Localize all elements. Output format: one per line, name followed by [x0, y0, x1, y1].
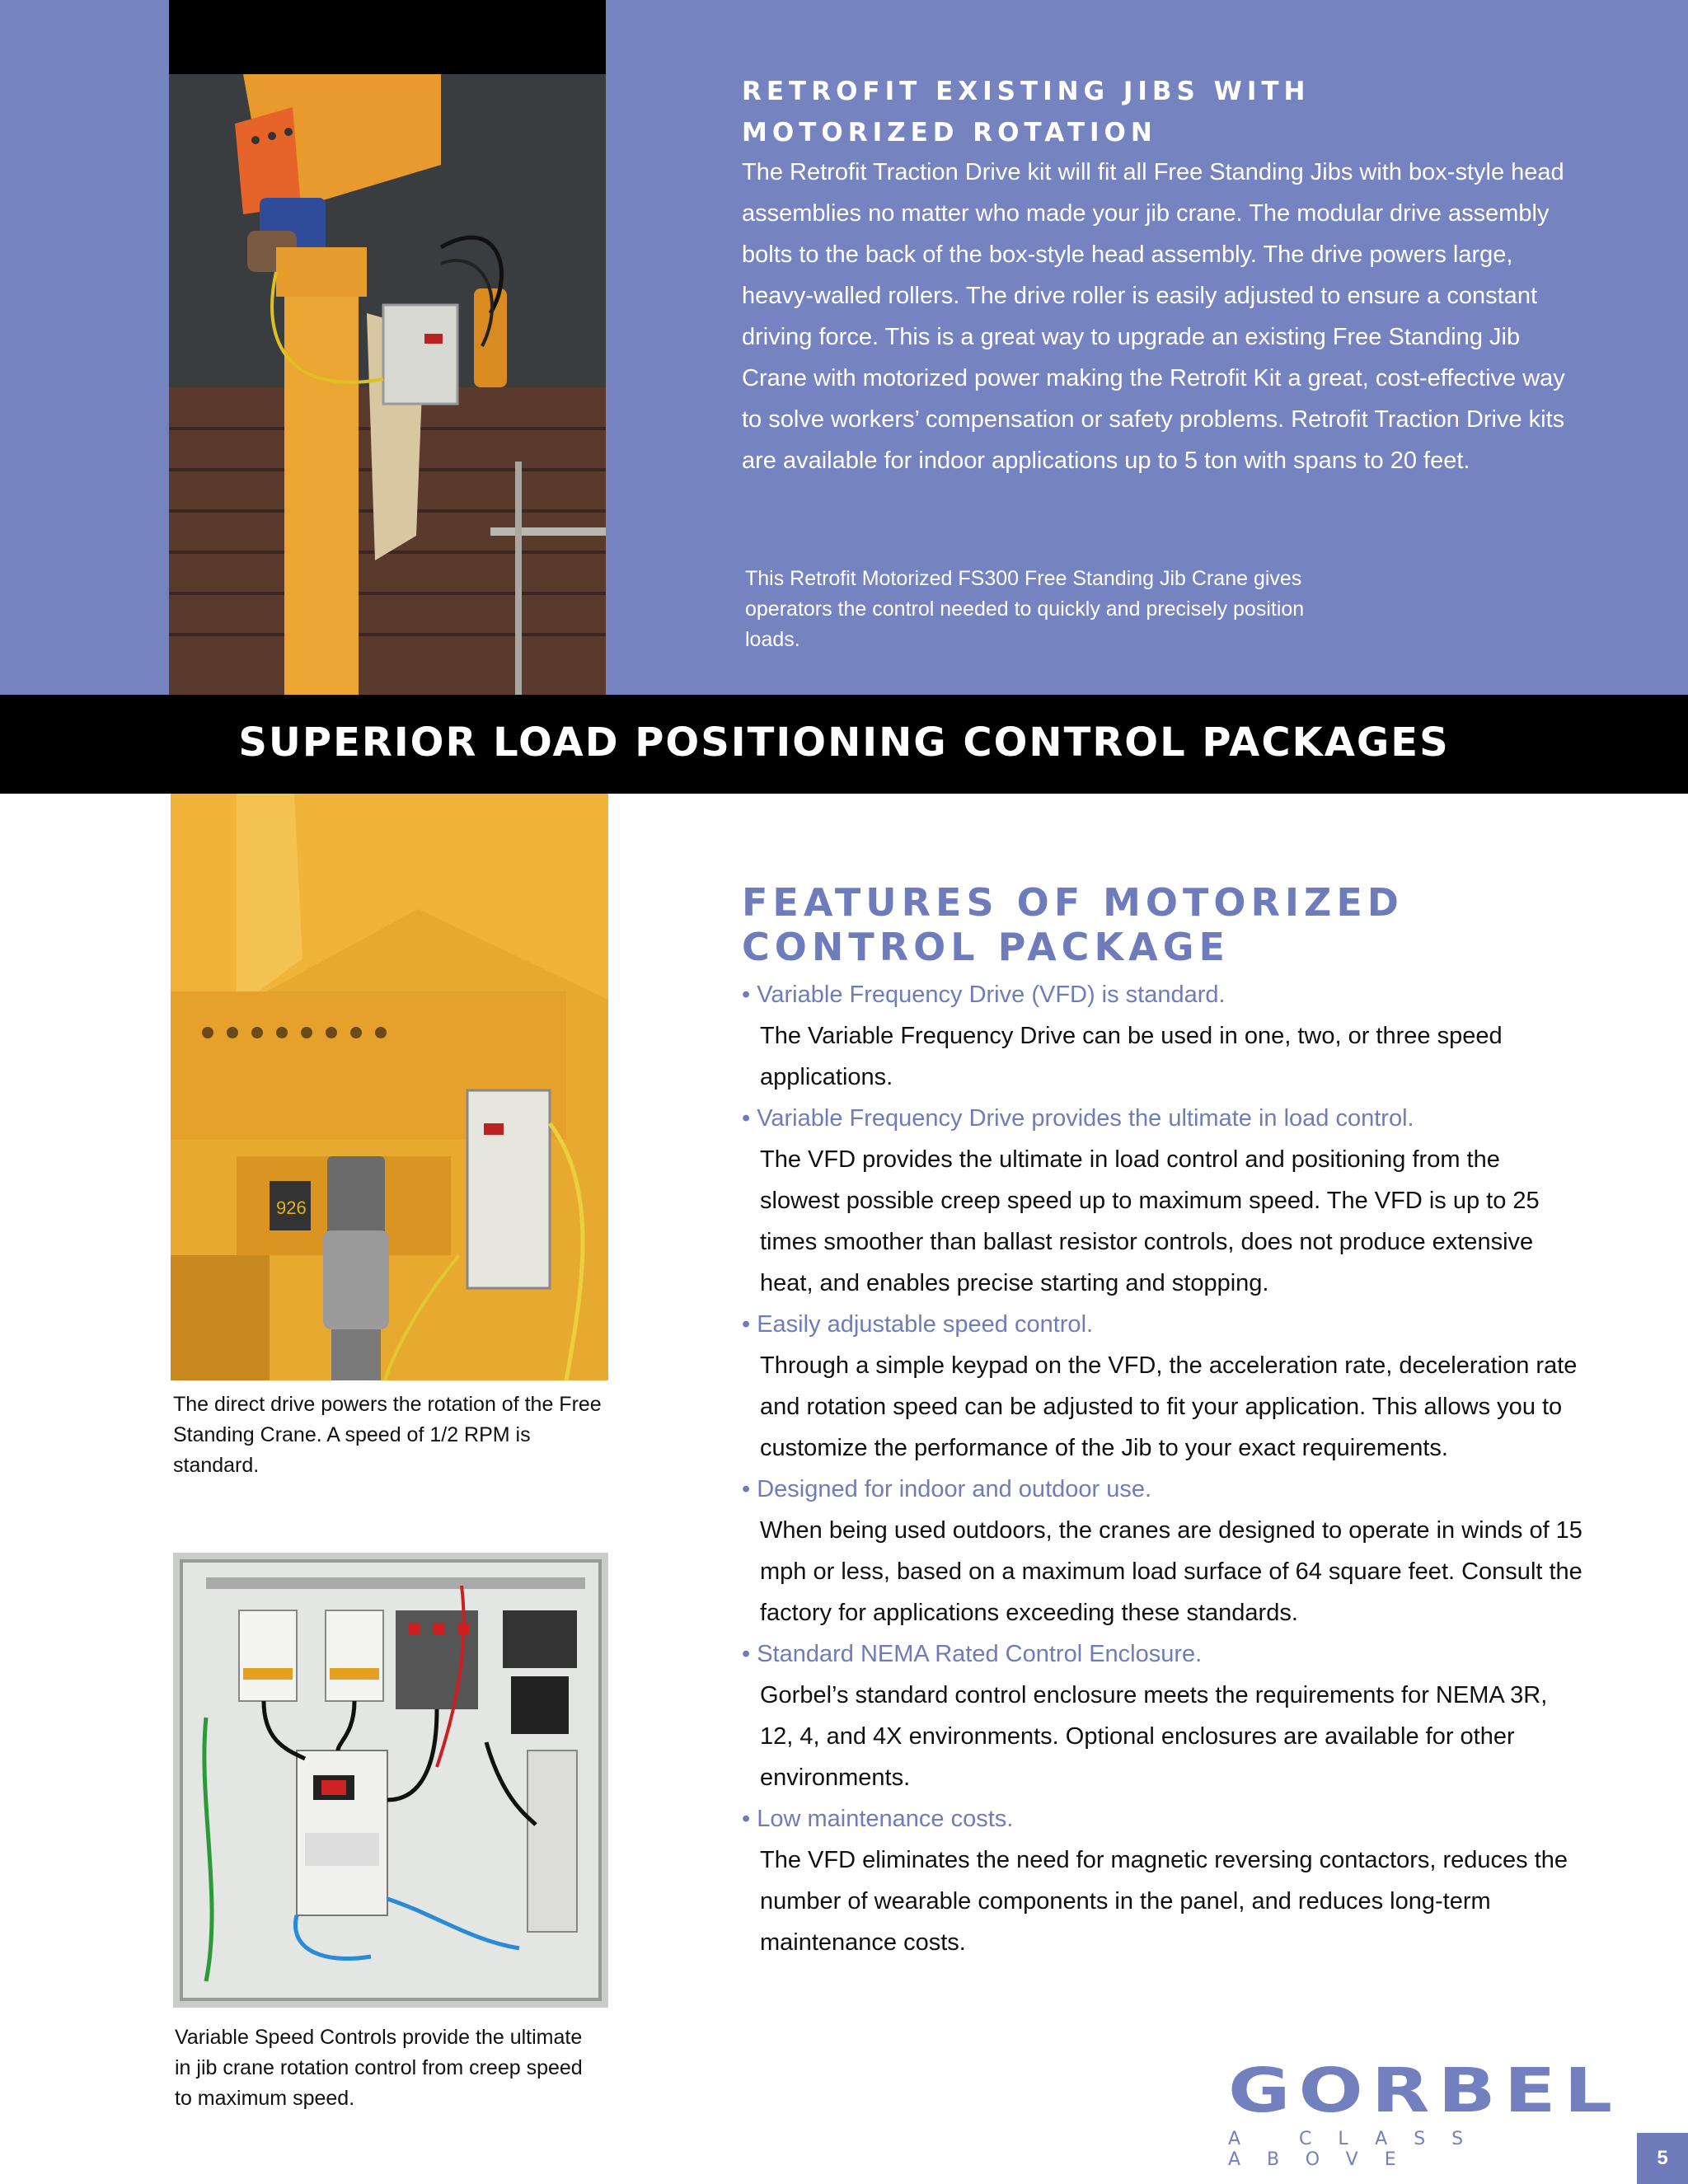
control-panel-photo — [173, 1553, 608, 2008]
retrofit-body: The Retrofit Traction Drive kit will fit all Free Standing Jibs with box-style head assemblies no matter who made your jib crane. The modular drive assembly bolts to the back of the box-style head assembly. The drive powers large, heavy-walled rollers. The drive roller is easily adjusted to ensure a constant driving force. This is a great way to upgrade an existing Free Standing Jib Crane with motorized power making the Retrofit Kit a great, cost-effective way to solve workers’ compensation or safety problems. Retrofit Traction Drive kits are available for indoor applications up to 5 ton with spans to 20 feet. — [742, 159, 1565, 474]
feature-description: When being used outdoors, the cranes are designed to operate in winds of 15 mph or less, based on a maximum load surface of 64 square feet. Consult the factory for applications exceeding these standards. — [760, 1517, 1582, 1626]
feature-title: • Variable Frequency Drive provides the ultimate in load control. — [742, 1105, 1414, 1132]
drive-caption: The direct drive powers the rotation of the Free Standing Crane. A speed of 1/2 RPM is standard. — [173, 1393, 602, 1477]
feature-item — [742, 1798, 1582, 1963]
gorbel-logo — [1228, 2055, 1621, 2170]
feature-description: Through a simple keypad on the VFD, the acceleration rate, deceleration rate and rotation speed can be adjusted to fit your application. This allows you to customize the performance of the Jib to your exact requirements. — [760, 1352, 1578, 1461]
logo-wordmark: GORBEL — [1228, 2055, 1621, 2126]
feature-title: • Easily adjustable speed control. — [742, 1311, 1094, 1338]
retrofit-caption: This Retrofit Motorized FS300 Free Standing Jib Crane gives operators the control needed to quickly and precisely position loads. — [745, 567, 1305, 651]
feature-item — [742, 1098, 1582, 1304]
retrofit-heading-line2: MOTORIZED ROTATION — [742, 118, 1157, 148]
feature-item — [742, 1633, 1582, 1798]
retrofit-heading-line1: RETROFIT EXISTING JIBS WITH — [742, 77, 1311, 106]
page-number: 5 — [1637, 2133, 1688, 2184]
logo-tagline: A CLASS ABOVE — [1228, 2129, 1490, 2170]
feature-title: • Low maintenance costs. — [742, 1806, 1014, 1832]
direct-drive-photo — [171, 794, 608, 1380]
feature-title: • Standard NEMA Rated Control Enclosure. — [742, 1641, 1203, 1667]
feature-description: Gorbel’s standard control enclosure meets the requirements for NEMA 3R, 12, 4, and 4X environments. Optional enclosures are available for other environments. — [760, 1682, 1548, 1791]
feature-description: The Variable Frequency Drive can be used in one, two, or three speed applications. — [760, 1023, 1503, 1090]
svg-text:926: 926 — [276, 1197, 307, 1218]
controls-caption: Variable Speed Controls provide the ultimate in jib crane rotation control from creep speed to maximum speed. — [175, 2026, 583, 2110]
feature-title: • Designed for indoor and outdoor use. — [742, 1476, 1152, 1502]
feature-title: • Variable Frequency Drive (VFD) is standard. — [742, 982, 1226, 1008]
retrofit-heading — [742, 71, 1401, 153]
features-heading-line2: CONTROL PACKAGE — [742, 925, 1230, 969]
features-heading-line1: FEATURES OF MOTORIZED — [742, 880, 1404, 925]
feature-description: The VFD provides the ultimate in load control and positioning from the slowest possible creep speed up to maximum speed. The VFD is up to 25 times smoother than ballast resistor controls, does not produce extensive heat, and enables precise starting and stopping. — [760, 1146, 1540, 1296]
banner-title: SUPERIOR LOAD POSITIONING CONTROL PACKAGES — [238, 719, 1450, 766]
feature-item — [742, 1469, 1582, 1633]
features-list — [742, 974, 1582, 1963]
feature-item — [742, 974, 1582, 1098]
retrofit-crane-photo — [169, 0, 606, 695]
section-banner — [0, 695, 1688, 794]
feature-description: The VFD eliminates the need for magnetic reversing contactors, reduces the number of wearable components in the panel, and reduces long-term maintenance costs. — [760, 1847, 1568, 1956]
feature-item — [742, 1304, 1582, 1469]
features-heading — [742, 880, 1484, 969]
